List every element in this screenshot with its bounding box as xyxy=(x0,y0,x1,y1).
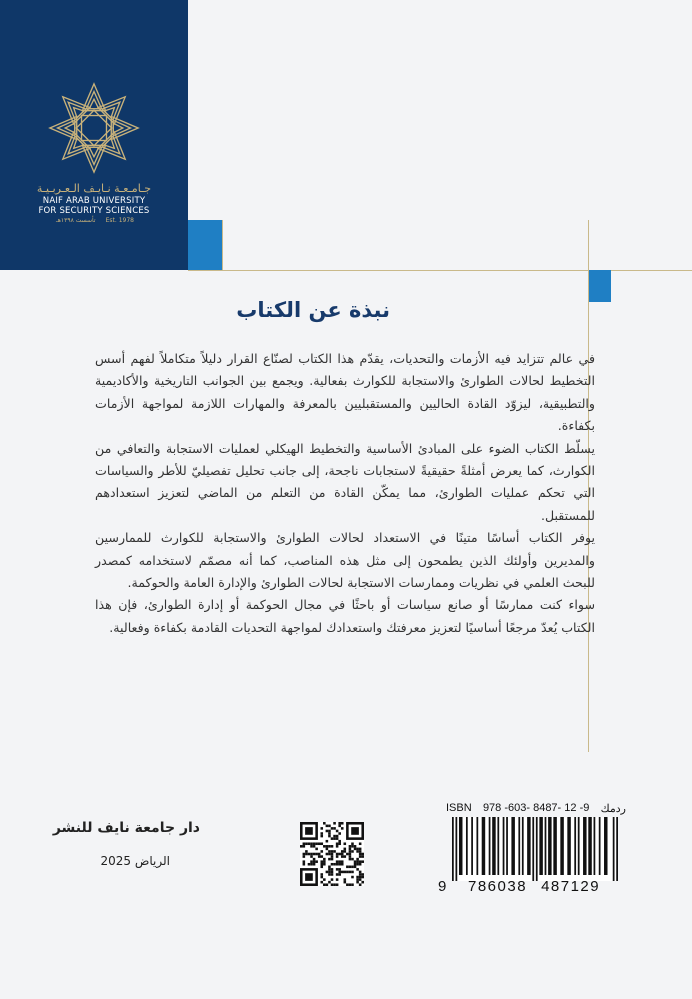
description-paragraph: يوفر الكتاب أساسًا متينًا في الاستعداد لحالات الطوارئ والاستجابة للكوارث للممارسين والمديرين وأولئك الذين يطمحون إلى مثل هذه المناصب، كما أنه مصمّم لاستخدامه كمصدر للبحث العلمي في نظريات وممارسات الاستجابة لحالات الطوارئ والإدارة العامة والحوكمة. xyxy=(95,530,595,591)
description-paragraph: يسلّط الكتاب الضوء على المبادئ الأساسية والتخطيط الهيكلي لعمليات الاستجابة والتعافي من الكوارث، كما يعرض أمثلةً حقيقيةً لاستجابات ناجحة، إلى جانب تحليل تفصيليّ للأطر والسياسات التي تحكم عمليات الطوارئ، مما يمكّن القادة من التعلم من الماضي لتعزيز استعدادهم للمستقبل. xyxy=(95,440,595,523)
barcode-digits xyxy=(438,878,634,895)
book-description xyxy=(95,348,595,639)
description-paragraph: سواء كنت ممارسًا أو صانع سياسات أو باحثًا في مجال الحوكمة أو إدارة الطوارئ، فإن هذا الكتاب يُعدّ مرجعًا أساسيًا لتعزيز معرفتك واستعدادك لمواجهة التحديات القادمة بكفاءة وفعالية. xyxy=(95,597,595,635)
gold-rule-horizontal xyxy=(188,270,692,271)
accent-square-top xyxy=(188,220,222,270)
university-established xyxy=(56,217,134,224)
accent-square-right xyxy=(589,270,611,302)
isbn-label-arabic: ردمك xyxy=(600,803,626,815)
gold-rule-vertical-left xyxy=(222,220,223,270)
established-arabic: تأسست ١٣٩٨هـ xyxy=(56,217,96,224)
university-name-arabic: جـامـعـة نـايـف الـعـربـيـة xyxy=(36,182,152,195)
university-name-english-line1: NAIF ARAB UNIVERSITY xyxy=(42,196,146,206)
section-title: نبذة عن الكتاب xyxy=(236,298,390,322)
publisher-name: دار جامعة نايف للنشر xyxy=(52,820,200,836)
barcode-group-1: 786038 xyxy=(468,878,528,895)
qr-code-icon xyxy=(300,822,364,886)
barcode-icon xyxy=(452,817,618,881)
established-english: Est. 1978 xyxy=(105,217,134,224)
isbn-label: ISBN xyxy=(446,802,472,814)
barcode-group-2: 487129 xyxy=(541,878,601,895)
description-paragraph: في عالم تتزايد فيه الأزمات والتحديات، يقدّم هذا الكتاب لصنّاع القرار دليلاً متكاملاً لفهم أسس التخطيط لحالات الطوارئ والاستجابة للكوارث بفعالية. ويجمع بين الجوانب التاريخية والأكاديمية والتطبيقية، ليزوّد القادة الحاليين والمستقبليين بالمعرفة والمهارات اللازمة لمواجهة الأزمات بكفاءة. xyxy=(95,351,595,434)
isbn-number: 978 -603- 8487- 12 -9 xyxy=(482,802,590,814)
publisher-city-year: الرياض 2025 xyxy=(100,854,170,868)
university-name-english-line2: FOR SECURITY SCIENCES xyxy=(38,206,150,216)
barcode-lead-digit: 9 xyxy=(438,878,447,895)
university-star-logo-icon xyxy=(46,80,142,176)
cover-header-panel xyxy=(0,0,188,270)
isbn-line xyxy=(446,802,626,815)
